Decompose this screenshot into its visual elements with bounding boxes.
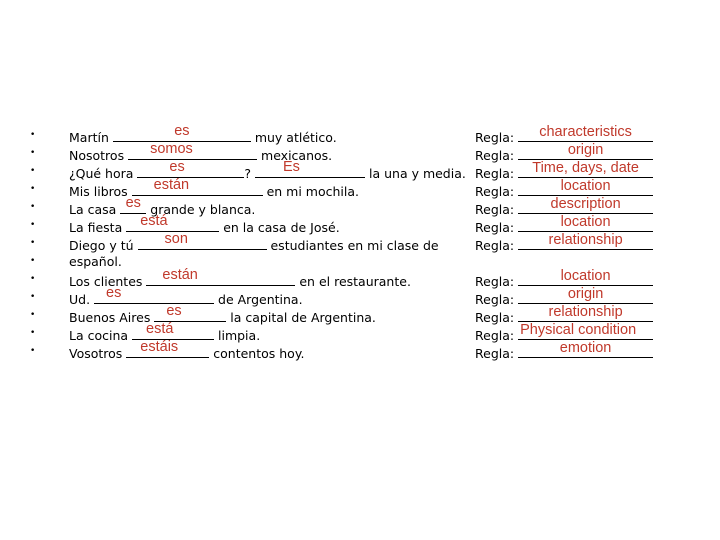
sentence-text: ? bbox=[244, 166, 256, 181]
rule-label: Regla: bbox=[475, 202, 515, 217]
rule-answer: location bbox=[560, 268, 611, 284]
answer-text: estáis bbox=[140, 339, 179, 355]
answer-text: son bbox=[164, 231, 188, 247]
exercise-item-continuation bbox=[0, 252, 720, 270]
rule-blank bbox=[518, 268, 653, 286]
rule-label: Regla: bbox=[475, 238, 515, 253]
sentence-text: Los clientes bbox=[69, 274, 147, 289]
sentence-text: Buenos Aires bbox=[69, 310, 155, 325]
rule-answer: characteristics bbox=[539, 124, 632, 140]
rule-answer: Time, days, date bbox=[532, 160, 639, 176]
sentence-text: Martín bbox=[69, 130, 113, 145]
exercise-item bbox=[0, 321, 720, 343]
rule-blank bbox=[518, 196, 653, 214]
rule-label: Regla: bbox=[475, 328, 515, 343]
answer-text: está bbox=[140, 213, 168, 229]
rule-blank bbox=[518, 286, 653, 304]
answer-text: es bbox=[169, 159, 185, 175]
sentence bbox=[69, 177, 360, 199]
answer-blank bbox=[146, 267, 295, 286]
rule-blank bbox=[518, 304, 653, 322]
answer-text: somos bbox=[150, 141, 193, 157]
exercise-item bbox=[0, 195, 720, 217]
exercise-item bbox=[0, 339, 720, 361]
sentence-text: Nosotros bbox=[69, 148, 129, 163]
answer-text-2: Es bbox=[283, 159, 300, 175]
answer-text: es bbox=[125, 195, 141, 211]
sentence-text: español. bbox=[69, 254, 122, 269]
rule-answer: relationship bbox=[548, 232, 623, 248]
answer-text: están bbox=[153, 177, 190, 193]
sentence-text: Mis libros bbox=[69, 184, 132, 199]
sentence-text: ¿Qué hora bbox=[69, 166, 138, 181]
bullet: • bbox=[30, 130, 36, 140]
bullet: • bbox=[30, 256, 36, 266]
rule-answer: relationship bbox=[548, 304, 623, 320]
rule-blank bbox=[518, 178, 653, 196]
bullet: • bbox=[30, 310, 36, 320]
rule-label: Regla: bbox=[475, 184, 515, 199]
sentence-text: mexicanos. bbox=[257, 148, 333, 163]
rule-label: Regla: bbox=[475, 274, 515, 289]
bullet: • bbox=[30, 166, 36, 176]
bullet: • bbox=[30, 220, 36, 230]
sentence-text: La fiesta bbox=[69, 220, 127, 235]
answer-text: es bbox=[166, 303, 182, 319]
rule-blank bbox=[518, 142, 653, 160]
rule-line bbox=[475, 340, 653, 361]
answer-text: es bbox=[106, 285, 122, 301]
rule-label: Regla: bbox=[475, 166, 515, 181]
sentence-text: grande y blanca. bbox=[146, 202, 256, 217]
answer-text: está bbox=[146, 321, 174, 337]
sentence-text: limpia. bbox=[214, 328, 261, 343]
rule-label: Regla: bbox=[475, 310, 515, 325]
rule-label: Regla: bbox=[475, 292, 515, 307]
sentence bbox=[69, 303, 376, 325]
sentence-text: en la casa de José. bbox=[219, 220, 340, 235]
rule-line bbox=[475, 232, 653, 253]
rule-blank bbox=[518, 214, 653, 232]
rule-blank bbox=[518, 322, 653, 340]
rule-answer: origin bbox=[567, 286, 604, 302]
sentence-text: Ud. bbox=[69, 292, 95, 307]
sentence-text: muy atlético. bbox=[250, 130, 337, 145]
bullet: • bbox=[30, 274, 36, 284]
bullet: • bbox=[30, 292, 36, 302]
sentence-text: estudiantes en mi clase de bbox=[266, 238, 439, 253]
exercise-item bbox=[0, 231, 720, 253]
bullet: • bbox=[30, 346, 36, 356]
sentence-text: contentos hoy. bbox=[209, 346, 305, 361]
answer-blank-2 bbox=[255, 159, 365, 178]
sentence-text: Vosotros bbox=[69, 346, 127, 361]
answer-blank bbox=[126, 339, 209, 358]
rule-answer: Physical condition bbox=[520, 322, 637, 338]
rule-label: Regla: bbox=[475, 220, 515, 235]
sentence-text: La cocina bbox=[69, 328, 133, 343]
sentence bbox=[69, 231, 439, 253]
rule-blank bbox=[518, 232, 653, 250]
bullet: • bbox=[30, 238, 36, 248]
rule-label: Regla: bbox=[475, 346, 515, 361]
rule-answer: emotion bbox=[559, 340, 612, 356]
bullet: • bbox=[30, 202, 36, 212]
bullet: • bbox=[30, 148, 36, 158]
answer-blank bbox=[94, 285, 214, 304]
rule-blank bbox=[518, 340, 653, 358]
sentence bbox=[69, 339, 305, 361]
answer-text: están bbox=[162, 267, 198, 283]
rule-label: Regla: bbox=[475, 148, 515, 163]
sentence-text: en el restaurante. bbox=[295, 274, 411, 289]
answer-text: es bbox=[174, 123, 190, 139]
sentence-text: de Argentina. bbox=[214, 292, 303, 307]
rule-answer: location bbox=[560, 214, 611, 230]
exercise-item bbox=[0, 159, 720, 181]
rule-blank bbox=[518, 160, 653, 178]
rule-answer: origin bbox=[567, 142, 604, 158]
bullet: • bbox=[30, 328, 36, 338]
sentence-text: Diego y tú bbox=[69, 238, 138, 253]
sentence-text: La casa bbox=[69, 202, 121, 217]
answer-blank bbox=[138, 231, 267, 250]
exercise-item bbox=[0, 123, 720, 145]
answer-blank bbox=[128, 141, 257, 160]
sentence-text: la capital de Argentina. bbox=[226, 310, 376, 325]
rule-answer: description bbox=[550, 196, 621, 212]
rule-answer: location bbox=[560, 178, 611, 194]
answer-blank bbox=[132, 177, 263, 196]
sentence-text: en mi mochila. bbox=[262, 184, 360, 199]
sentence-text: la una y media. bbox=[365, 166, 466, 181]
rule-blank bbox=[518, 124, 653, 142]
rule-label: Regla: bbox=[475, 130, 515, 145]
bullet: • bbox=[30, 184, 36, 194]
sentence bbox=[69, 159, 466, 181]
